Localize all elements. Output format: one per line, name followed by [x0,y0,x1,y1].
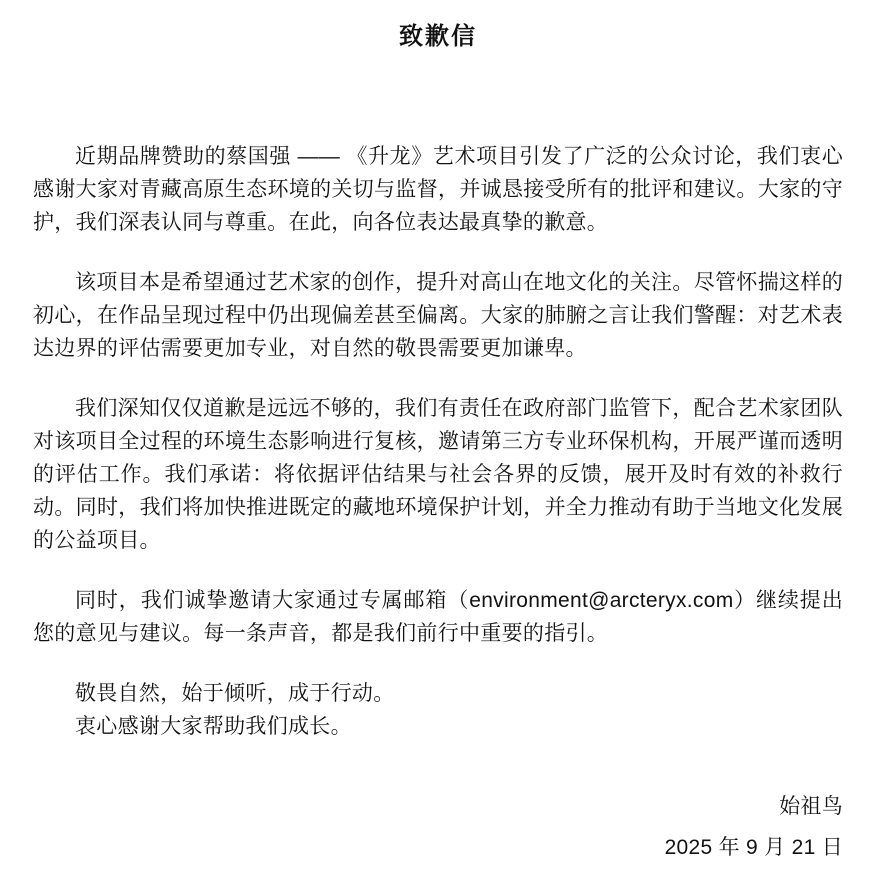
closing-line-motto: 敬畏自然，始于倾听，成于行动。 [75,682,395,705]
signature-brand: 始祖鸟 [779,795,843,818]
paragraph-remediation: 我们深知仅仅道歉是远远不够的，我们有责任在政府部门监管下，配合艺术家团队对该项目全过程的环境生态影响进行复核，邀请第三方专业环保机构，开展严谨而透明的评估工作。我们承诺：将依据评估结果与社会各界的反馈，展开及时有效的补救行动。同时，我们将加快推进既定的藏地环境保护计划，并全力推动有助于当地文化发展的公益项目。 [33,397,843,552]
paragraph-feedback-email: 同时，我们诚挚邀请大家通过专属邮箱（environment@arcteryx.com）继续提出您的意见与建议。每一条声音，都是我们前行中重要的指引。 [33,589,843,645]
paragraph-project-intent: 该项目本是希望通过艺术家的创作，提升对高山在地文化的关注。尽管怀揣这样的初心，在作品呈现过程中仍出现偏差甚至偏离。大家的肺腑之言让我们警醒：对艺术表达边界的评估需要更加专业，对自然的敬畏需要更加谦卑。 [33,271,843,360]
signature-block [665,790,843,864]
signature-date: 2025 年 9 月 21 日 [664,836,843,859]
closing-line-thanks: 衷心感谢大家帮助我们成长。 [75,715,352,738]
paragraph-intro: 近期品牌赞助的蔡国强 —— 《升龙》艺术项目引发了广泛的公众讨论，我们衷心感谢大家对青藏高原生态环境的关切与监督，并诚恳接受所有的批评和建议。大家的守护，我们深表认同与尊重。在此，向各位表达最真挚的歉意。 [33,145,843,234]
closing-lines [33,677,843,743]
page-title: 致歉信 [399,23,477,50]
letter-body [33,140,843,743]
